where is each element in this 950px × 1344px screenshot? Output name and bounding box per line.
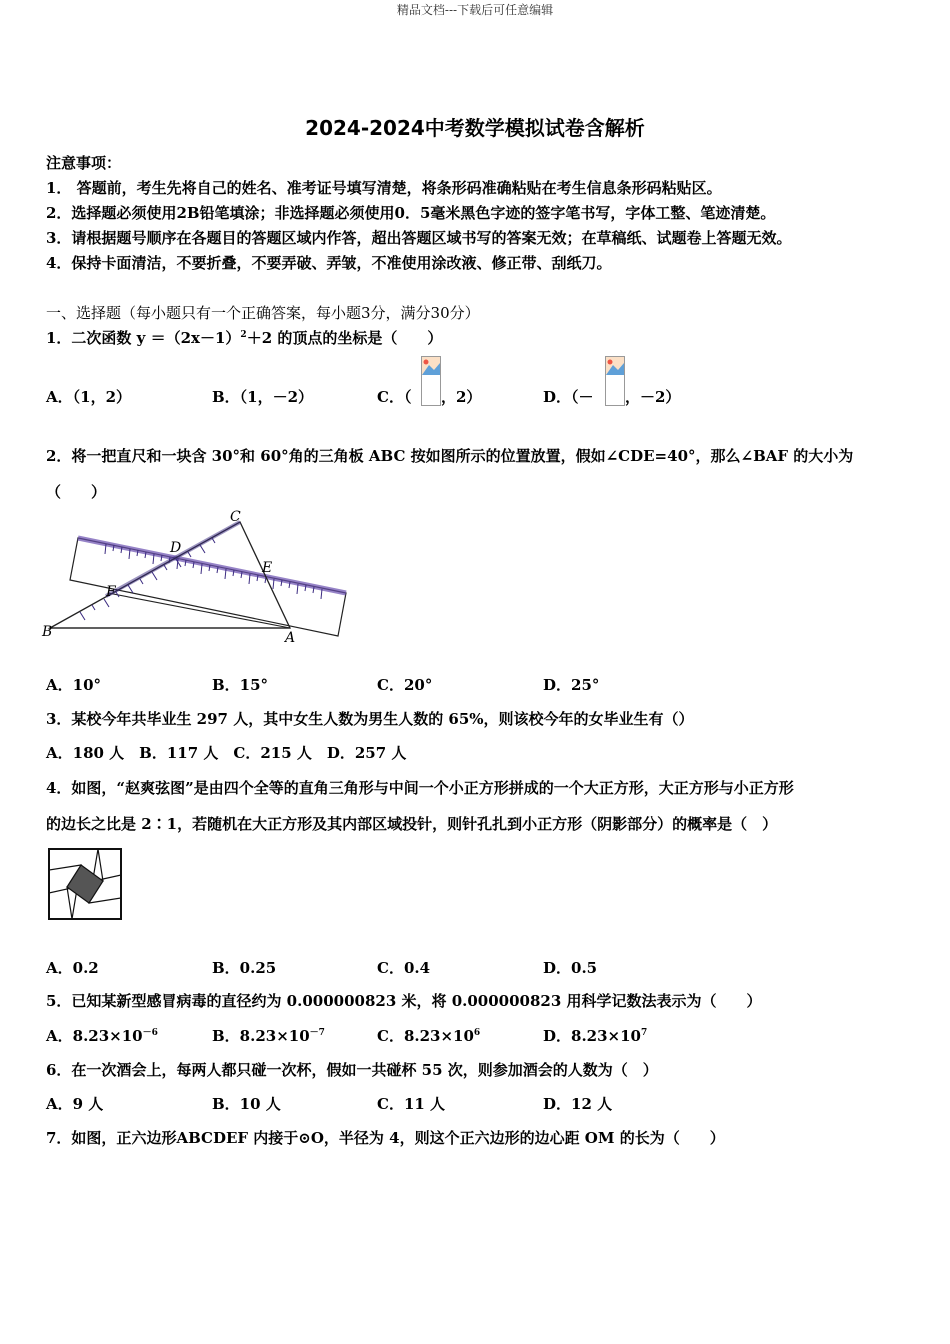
label-c: C <box>230 509 241 525</box>
q5-option-c[interactable]: C．$8.23\times 10^6$ <box>377 1027 481 1045</box>
zhaoshuang-figure <box>46 846 124 922</box>
notice-item: 3．请根据题号顺序在各题目的答题区域内作答，超出答题区域书写的答案无效；在草稿纸、试题卷上答题无效。 <box>46 229 792 247</box>
q2-option-b[interactable]: B．15° <box>212 676 269 694</box>
question-4-stem-cont: 的边长之比是 2∶1，若随机在大正方形及其内部区域投针，则针孔扎到小正方形（阴影部分）的概率是（ ） <box>46 815 778 833</box>
q4-option-b[interactable]: B．0.25 <box>212 959 277 977</box>
question-2-paren: （ ） <box>46 483 107 501</box>
notice-item: 1． 答题前，考生先将自己的姓名、准考证号填写清楚，将条形码准确粘贴在考生信息条形码粘贴区。 <box>46 179 722 197</box>
page-title: 2024-2024中考数学模拟试卷含解析 <box>305 116 645 140</box>
q1-option-c-image-icon <box>421 356 441 406</box>
q1-option-d[interactable]: D．（－ <box>543 388 594 406</box>
label-e: E <box>262 560 273 576</box>
q1-option-d-image-icon <box>605 356 625 406</box>
question-6-stem: 6．在一次酒会上，每两人都只碰一次杯，假如一共碰杯 55 次，则参加酒会的人数为（ ） <box>46 1061 658 1079</box>
question-2-stem: 2．将一把直尺和一块含 30°和 60°角的三角板 ABC 按如图所示的位置放置，假如∠CDE=40°，那么∠BAF 的大小为 <box>46 447 854 465</box>
q6-option-c[interactable]: C．11 人 <box>377 1095 446 1113</box>
q4-option-d[interactable]: D．0.5 <box>543 959 598 977</box>
q5-option-a[interactable]: A．$8.23\times 10^{-6}$ <box>46 1027 158 1045</box>
question-5-stem: 5．已知某新型感冒病毒的直径约为 0.000000823 米，将 0.000000823 用科学记数法表示为（ ） <box>46 992 762 1010</box>
question-1-stem: 1．二次函数 $y =(2x-1)^2+2$ 的顶点的坐标是（ ） <box>46 329 443 347</box>
q2-option-a[interactable]: A．10° <box>46 676 102 694</box>
question-7-stem: 7．如图，正六边形ABCDEF 内接于⊙O，半径为 4，则这个正六边形的边心距 OM 的长为（ ） <box>46 1129 725 1147</box>
question-3-stem: 3．某校今年共毕业生 297 人，其中女生人数为男生人数的 65%，则该校今年的女毕业生有（） <box>46 710 694 728</box>
q1-option-d-tail: ，－2） <box>625 388 681 406</box>
q3-options[interactable]: A．180 人 B．117 人 C．215 人 D．257 人 <box>46 744 407 762</box>
label-b: B <box>42 624 53 640</box>
q5-option-b[interactable]: B．$8.23\times 10^{-7}$ <box>212 1027 325 1045</box>
q4-option-c[interactable]: C．0.4 <box>377 959 431 977</box>
notice-item: 4．保持卡面清洁，不要折叠，不要弄破、弄皱，不准使用涂改液、修正带、刮纸刀。 <box>46 254 612 272</box>
q6-option-a[interactable]: A．9 人 <box>46 1095 104 1113</box>
label-d: D <box>170 540 182 556</box>
q5-option-d[interactable]: D．$8.23\times 10^7$ <box>543 1027 648 1045</box>
label-a: A <box>285 630 296 646</box>
label-f: F <box>106 584 116 600</box>
q6-option-d[interactable]: D．12 人 <box>543 1095 613 1113</box>
section-heading: 一、选择题（每小题只有一个正确答案，每小题3分，满分30分） <box>46 304 480 322</box>
q6-option-b[interactable]: B．10 人 <box>212 1095 281 1113</box>
q1-option-b[interactable]: B．（1，－2） <box>212 388 314 406</box>
q4-option-a[interactable]: A．0.2 <box>46 959 99 977</box>
q2-option-c[interactable]: C．20° <box>377 676 433 694</box>
page-header: 精品文档---下载后可任意编辑 <box>396 3 554 17</box>
q1-option-c-tail: ，2） <box>441 388 482 406</box>
notice-item: 2．选择题必须使用2B铅笔填涂；非选择题必须使用0．5毫米黑色字迹的签字笔书写，字体工整、笔迹清楚。 <box>46 204 776 222</box>
q2-option-d[interactable]: D．25° <box>543 676 600 694</box>
q1-option-c[interactable]: C．（ <box>377 388 412 406</box>
q1-option-a[interactable]: A．（1，2） <box>46 388 132 406</box>
ruler-triangle-figure <box>40 508 355 650</box>
question-4-stem: 4．如图，“赵爽弦图”是由四个全等的直角三角形与中间一个小正方形拼成的一个大正方形，大正方形与小正方形 <box>46 779 794 797</box>
notice-heading: 注意事项： <box>46 154 122 172</box>
